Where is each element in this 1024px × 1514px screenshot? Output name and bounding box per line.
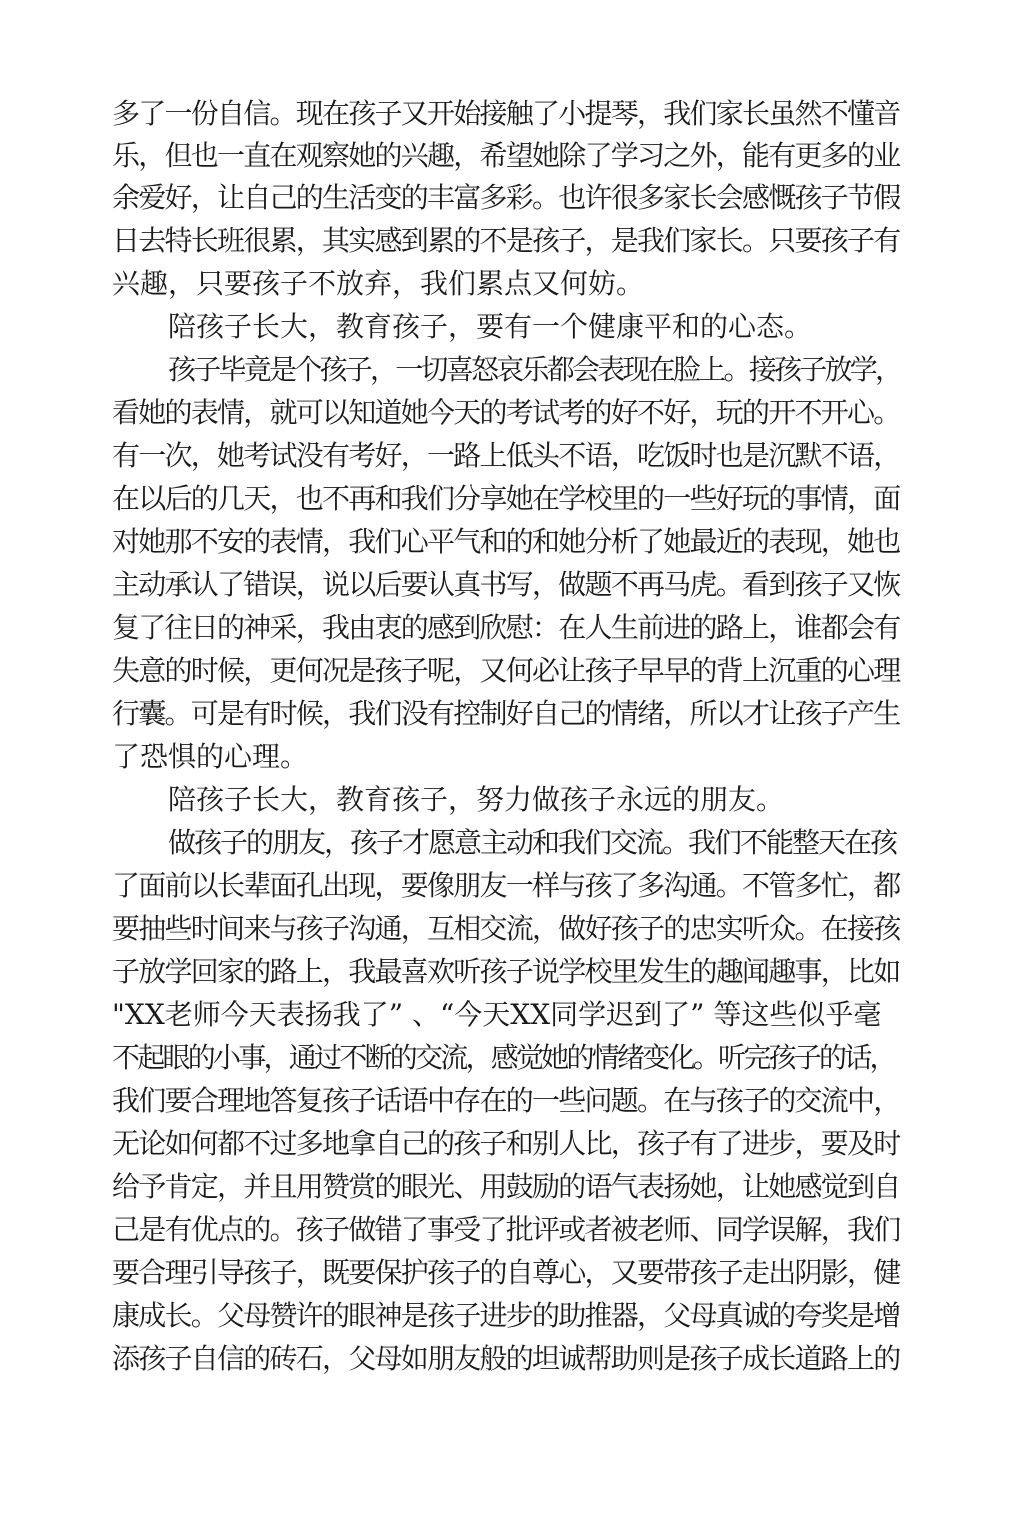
text-line-13: 复了往日的神采，我由衷的感到欣慰：在人生前进的路上，谁都会有 <box>112 611 900 644</box>
text-line-19: 了面前以长辈面孔出现，要像朋友一样与孩了多沟通。不管多忙，都 <box>112 869 900 902</box>
text-line-9: 有一次，她考试没有考好，一路上低头不语，吃饭时也是沉默不语， <box>112 439 900 472</box>
text-line-21: 子放学回家的路上，我最喜欢听孩子说学校里发生的趣闻趣事，比如 <box>112 955 900 988</box>
text-line-29: 康成长。父母赞许的眼神是孩子进步的助推器，父母真诚的夸奖是增 <box>112 1299 900 1332</box>
text-line-4: 日去特长班很累，其实感到累的不是孩子，是我们家长。只要孩子有 <box>112 224 900 257</box>
text-line-8: 看她的表情，就可以知道她今天的考试考的好不好，玩的开不开心。 <box>112 396 900 429</box>
text-line-22: "XX老师今天表扬我了” 、“今天XX同学迟到了” 等这些似乎毫 <box>112 998 882 1031</box>
text-line-3: 余爱好，让自己的生活变的丰富多彩。也许很多家长会感慨孩子节假 <box>112 181 900 214</box>
text-line-11: 对她那不安的表情，我们心平气和的和她分析了她最近的表现，她也 <box>112 525 900 558</box>
text-line-18: 做孩子的朋友，孩子才愿意主动和我们交流。我们不能整天在孩 <box>168 826 897 859</box>
text-line-24: 我们要合理地答复孩子话语中存在的一些问题。在与孩子的交流中， <box>112 1084 900 1117</box>
text-line-20: 要抽些时间来与孩子沟通，互相交流，做好孩子的忠实听众。在接孩 <box>112 912 900 945</box>
text-line-12: 主动承认了错误，说以后要认真书写，做题不再马虎。看到孩子又恢 <box>112 568 900 601</box>
text-line-25: 无论如何都不过多地拿自己的孩子和别人比，孩子有了进步，要及时 <box>112 1127 900 1160</box>
text-line-5: 兴趣，只要孩子不放弃，我们累点又何妨。 <box>112 267 645 300</box>
section-heading-2: 陪孩子长大，教育孩子，努力做孩子永远的朋友。 <box>168 783 785 816</box>
text-line-10: 在以后的几天，也不再和我们分享她在学校里的一些好玩的事情，面 <box>112 482 900 515</box>
text-line-14: 失意的时候，更何况是孩子呢，又何必让孩子早早的背上沉重的心理 <box>112 654 900 687</box>
text-line-30: 添孩子自信的砖石，父母如朋友般的坦诚帮助则是孩子成长道路上的 <box>112 1342 900 1375</box>
text-line-28: 要合理引导孩子，既要保护孩子的自尊心，又要带孩子走出阴影，健 <box>112 1256 900 1289</box>
text-line-16: 了恐惧的心理。 <box>112 740 309 773</box>
text-line-27: 己是有优点的。孩子做错了事受了批评或者被老师、同学误解，我们 <box>112 1213 900 1246</box>
section-heading-1: 陪孩子长大，教育孩子，要有一个健康平和的心态。 <box>168 310 813 343</box>
text-line-1: 多了一份自信。现在孩子又开始接触了小提琴，我们家长虽然不懂音 <box>112 97 900 130</box>
text-line-2: 乐，但也一直在观察她的兴趣，希望她除了学习之外，能有更多的业 <box>112 139 900 172</box>
text-line-7: 孩子毕竟是个孩子，一切喜怒哀乐都会表现在脸上。接孩子放学， <box>168 353 901 386</box>
text-line-23: 不起眼的小事，通过不断的交流，感觉她的情绪变化。听完孩子的话， <box>112 1041 895 1074</box>
text-line-26: 给予肯定，并且用赞赏的眼光、用鼓励的语气表扬她，让她感觉到自 <box>112 1170 900 1203</box>
text-line-15: 行囊。可是有时候，我们没有控制好自己的情绪，所以才让孩子产生 <box>112 697 900 730</box>
